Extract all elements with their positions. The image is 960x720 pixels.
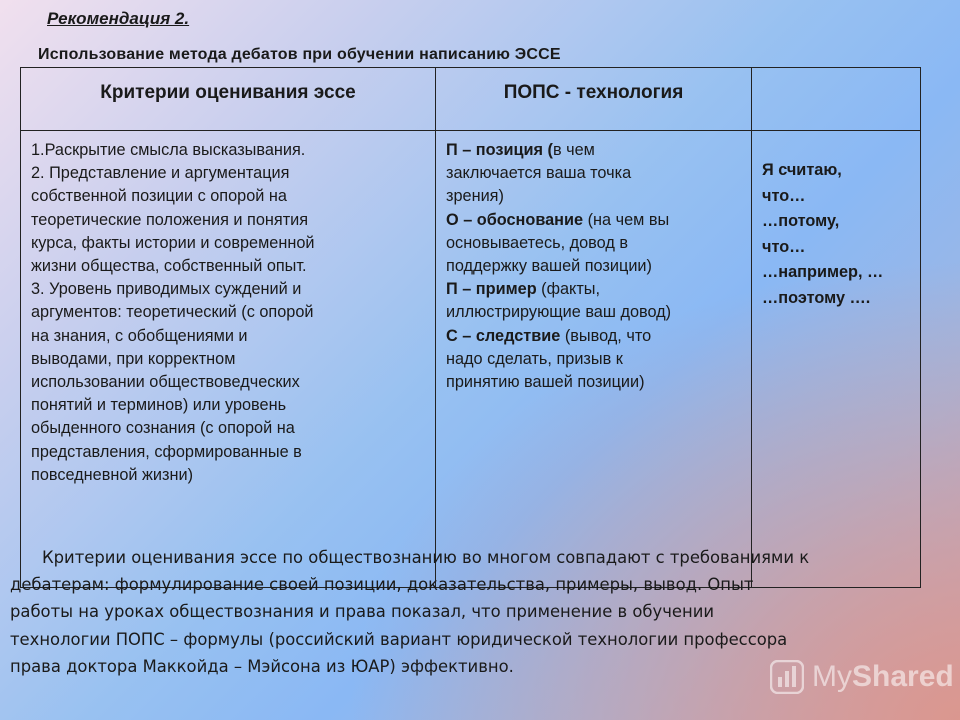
watermark-text: MyShared <box>812 660 954 693</box>
phrase-line: …поэтому …. <box>762 288 871 307</box>
pops-line: надо сделать, призыв к <box>446 349 623 368</box>
pops-line: заключается ваша точка <box>446 164 632 183</box>
criteria-line: жизни общества, собственный опыт. <box>31 257 307 276</box>
pops-line: П – позиция (в чем <box>446 141 595 159</box>
phrase-line: что… <box>762 186 806 205</box>
criteria-line: курса, факты истории и современной <box>31 233 315 252</box>
criteria-line: 3. Уровень приводимых суждений и <box>31 280 302 299</box>
phrase-line: …потому, <box>762 212 840 231</box>
criteria-line: 2. Представление и аргументация <box>31 164 290 183</box>
criteria-line: на знания, с обобщениями и <box>31 326 248 345</box>
criteria-line: 1.Раскрытие смысла высказывания. <box>31 141 306 159</box>
criteria-table <box>20 67 921 588</box>
phrases-cell <box>752 131 921 588</box>
criteria-line: выводами, при корректном <box>31 349 236 368</box>
myshared-watermark <box>770 660 954 694</box>
pops-line: О – обоснование (на чем вы <box>446 210 670 229</box>
paragraph-line: технологии ПОПС – формулы (российский вариант юридической технологии профессора <box>10 629 788 649</box>
pops-line: поддержку вашей позиции) <box>446 257 652 276</box>
pops-line: основываетесь, довод в <box>446 233 629 252</box>
pops-line: принятию вашей позиции) <box>446 373 645 392</box>
table-header-row <box>21 68 921 131</box>
criteria-line: повседневной жизни) <box>31 465 193 484</box>
paragraph-line: Критерии оценивания эссе по обществознанию во многом совпадают с требованиями к <box>42 548 810 567</box>
phrase-line: Я считаю, <box>762 161 842 179</box>
criteria-line: использовании обществоведческих <box>31 373 300 392</box>
criteria-line: собственной позиции с опорой на <box>31 187 287 206</box>
criteria-line: теоретические положения и понятия <box>31 210 309 229</box>
criteria-cell <box>21 131 436 588</box>
myshared-logo-icon <box>770 660 804 694</box>
recommendation-title: Рекомендация 2. <box>47 9 190 28</box>
criteria-line: представления, сформированные в <box>31 442 302 461</box>
criteria-line: понятий и терминов) или уровень <box>31 396 287 415</box>
header-empty <box>752 68 921 131</box>
paragraph-line: работы на уроках обществознания и права показал, что применение в обучении <box>10 602 714 622</box>
criteria-line: аргументов: теоретический (с опорой <box>31 303 314 322</box>
criteria-line: обыденного сознания (с опорой на <box>31 419 295 438</box>
pops-cell <box>436 131 752 588</box>
header-criteria: Критерии оценивания эссе <box>21 68 436 131</box>
phrase-line: что… <box>762 237 806 256</box>
pops-line: С – следствие (вывод, что <box>446 326 652 345</box>
paragraph-line: права доктора Маккойда – Мэйсона из ЮАР) эффективно. <box>10 656 514 676</box>
header-pops: ПОПС - технология <box>436 68 752 131</box>
table-row <box>21 131 921 588</box>
pops-line: иллюстрирующие ваш довод) <box>446 303 672 322</box>
pops-line: П – пример (факты, <box>446 280 601 299</box>
paragraph-line: дебатерам: формулирование своей позиции, доказательства, примеры, вывод. Опыт <box>10 575 754 595</box>
pops-line: зрения) <box>446 187 504 206</box>
page-subtitle: Использование метода дебатов при обучении написанию ЭССЕ <box>38 46 561 63</box>
phrase-line: …например, … <box>762 263 884 282</box>
